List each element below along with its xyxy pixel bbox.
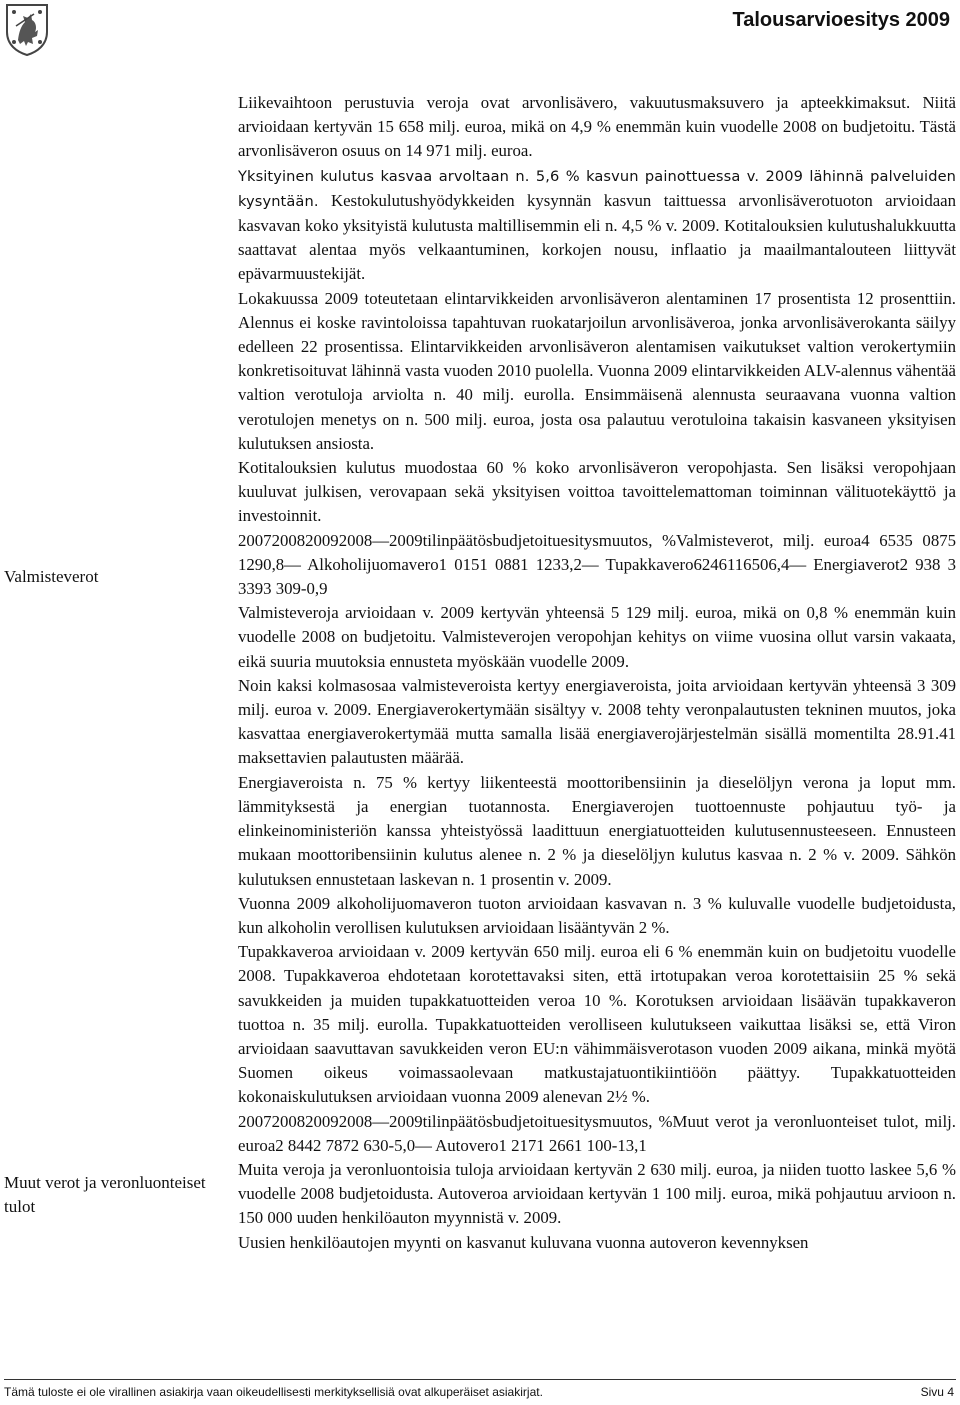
paragraph: Kotitalouksien kulutus muodostaa 60 % koko arvonlisäveron veropohjasta. Sen lisäksi veropohjaan kuuluvat julkisen, verovapaan sekä yksityisen voittoa tavoittelemattoman toiminnan välituotekäyttö ja investoinnit. <box>238 458 956 526</box>
footer-divider <box>4 1379 956 1380</box>
footer-disclaimer: Tämä tuloste ei ole virallinen asiakirja vaan oikeudellisesti merkityksellisiä ovat alkuperäiset asiakirjat. <box>4 1385 543 1399</box>
paragraph: Energiaveroista n. 75 % kertyy liikenteestä moottoribensiinin ja dieselöljyn verona ja loput mm. lämmityksestä ja energian tuotannosta. Energiaverojen tuottoennuste pohjautuu työ- ja elinkeinoministeriön kanssa yhteistyössä laadittuun energiatuotteiden kulutusennusteeseen. Ennusteen mukaan moottoribensiinin kulutus alenee n. 2 % ja dieselöljyn kulutus kasvaa n. 2 % v. 2009. Sähkön kulutuksen ennustetaan laskevan n. 1 prosentin v. 2009. <box>238 772 956 889</box>
page-number: Sivu 4 <box>920 1385 954 1399</box>
paragraph: Lokakuussa 2009 toteutetaan elintarvikkeiden arvonlisäveron alentaminen 17 prosentista 12 prosenttiin. Alennus ei koske ravintoloissa tapahtuvan ruokatarjoilun arvonlisäveroa, jonka arvonlisäverokanta säilyy edelleen 22 prosentissa. Elintarvikkeiden arvonlisäveron alentamisen vaikutukset valtion verokertymiin konkretisoituvat lähinnä vasta vuoden 2010 puolella. Vuonna 2009 elintarvikkeiden ALV-alennus vähentää valtion verotuloja arviolta n. 40 milj. eurolla. Ensimmäisenä alennusta seuraavana vuonna valtion verotulojen menetys on n. 500 milj. euroa, josta osa palautuu verotuloina takaisin kasvaneen yksityisen kulutuksen ansiosta. <box>238 288 956 453</box>
section-heading-excise: Valmisteverot <box>4 567 99 586</box>
paragraph: Liikevaihtoon perustuvia veroja ovat arvonlisävero, vakuutusmaksuvero ja apteekkimaksut. Niitä arvioidaan kertyvän 15 658 milj. euroa, mikä on 4,9 % enemmän kuin vuodelle 2008 on budjetoitu. Tästä arvonlisäveron osuus on 14 971 milj. euroa. <box>238 93 956 161</box>
page-title: Talousarvioesitys 2009 <box>732 9 950 31</box>
paragraph <box>238 164 956 287</box>
flattened-table-excise: 2007200820092008—2009tilinpäätösbudjetoituesitysmuutos, %Valmisteverot, milj. euroa4 6535 0875 1290,8— Alkoholijuomavero1 0151 0881 1233,2— Tupakkavero6246116506,4— Energiaverot2 938 3 3393 309-0,9 <box>238 530 956 599</box>
paragraph: Uusien henkilöautojen myynti on kasvanut kuluvana vuonna autoveron kevennyksen <box>238 1232 809 1252</box>
document-body <box>238 91 956 1255</box>
section-heading-other-taxes: Muut verot ja veronluonteiset tulot <box>4 1173 206 1216</box>
paragraph: Tupakkaveroa arvioidaan v. 2009 kertyvän 650 milj. euroa eli 6 % enemmän kuin on budjetoitu vuodelle 2008. Tupakkaveroa ehdotetaan korotettavaksi siten, että irtotupakan veroa korotettaisiin 25 % sekä savukkeiden ja muiden tupakkatuotteiden veroa 10 %. Korotuksen arvioidaan lisäävän tupakkaveron tuottoa n. 35 milj. eurolla. Tupakkatuotteiden verolliseen kulutukseen vaikuttaa lisäksi se, että Viron arvioidaan saavuttavan savukkeiden veron EU:n vähimmäisverotason vuoden 2009 aikana, minkä myötä Suomen oikeus voimassaolevaan matkustajatuontikiintiöön päättyy. Tupakkatuotteiden kokonaiskulutuksen arvioidaan vuonna 2009 alenevan 2½ %. <box>238 942 956 1107</box>
paragraph: Vuonna 2009 alkoholijuomaveron tuoton arvioidaan kasvavan n. 3 % kuluvalle vuodelle budjetoidusta, kun alkoholin verollisen kulutuksen arvioidaan lisääntyvän 2 %. <box>238 893 956 937</box>
finland-coat-of-arms-icon <box>4 2 50 56</box>
flattened-table-other-taxes: 2007200820092008—2009tilinpäätösbudjetoituesitysmuutos, %Muut verot ja veronluonteiset tulot, milj. euroa2 8442 7872 630-5,0— Autovero1 2171 2661 100-13,1 <box>238 1111 956 1155</box>
paragraph-serif-text: Kestokulutushyödykkeiden kysynnän kasvun taittuessa arvonlisäverotuoton arvioidaan kasvavan koko yksityistä kulutusta maltillisemmin eli n. 4,5 % v. 2009. Kotitalouksien kulutushalukkuutta saattavat alentaa myös velkaantuminen, korkojen nousu, inflaatio ja maailmantalouteen liittyvät epävarmuustekijät. <box>238 190 956 284</box>
paragraph: Muita veroja ja veronluontoisia tuloja arvioidaan kertyvän 2 630 milj. euroa, ja niiden tuotto laskee 5,6 % vuodelle 2008 budjetoidusta. Autoveroa arvioidaan kertyvän 1 100 milj. euroa, mikä pohjautuu arvioon n. 150 000 uuden henkilöauton myynnistä v. 2009. <box>238 1159 956 1228</box>
paragraph-sans-text: Yksityinen kulutus kasvaa arvoltaan n. 5,6 % kasvun painottuessa v. 2009 lähinnä palveluiden kysyntään. <box>238 167 956 210</box>
paragraph: Valmisteveroja arvioidaan v. 2009 kertyvän yhteensä 5 129 milj. euroa, mikä on 0,8 % enemmän kuin vuodelle 2008 on budjetoitu. Valmisteverojen veropohjan kehitys on viime vuosina ollut varsin vakaata, eikä suuria muutoksia ennusteta myöskään vuodelle 2009. <box>238 603 956 671</box>
paragraph: Noin kaksi kolmasosaa valmisteveroista kertyy energiaveroista, joita arvioidaan kertyvän yhteensä 3 309 milj. euroa v. 2009. Energiaverokertymään sisältyy v. 2008 tehty veronpalautusten tekninen muutos, joka kasvattaa energiaverokertymää mutta samalla lisää energiaverojärjestelmän sisällä momentilta 28.91.41 maksettavien palautusten määrää. <box>238 675 956 768</box>
